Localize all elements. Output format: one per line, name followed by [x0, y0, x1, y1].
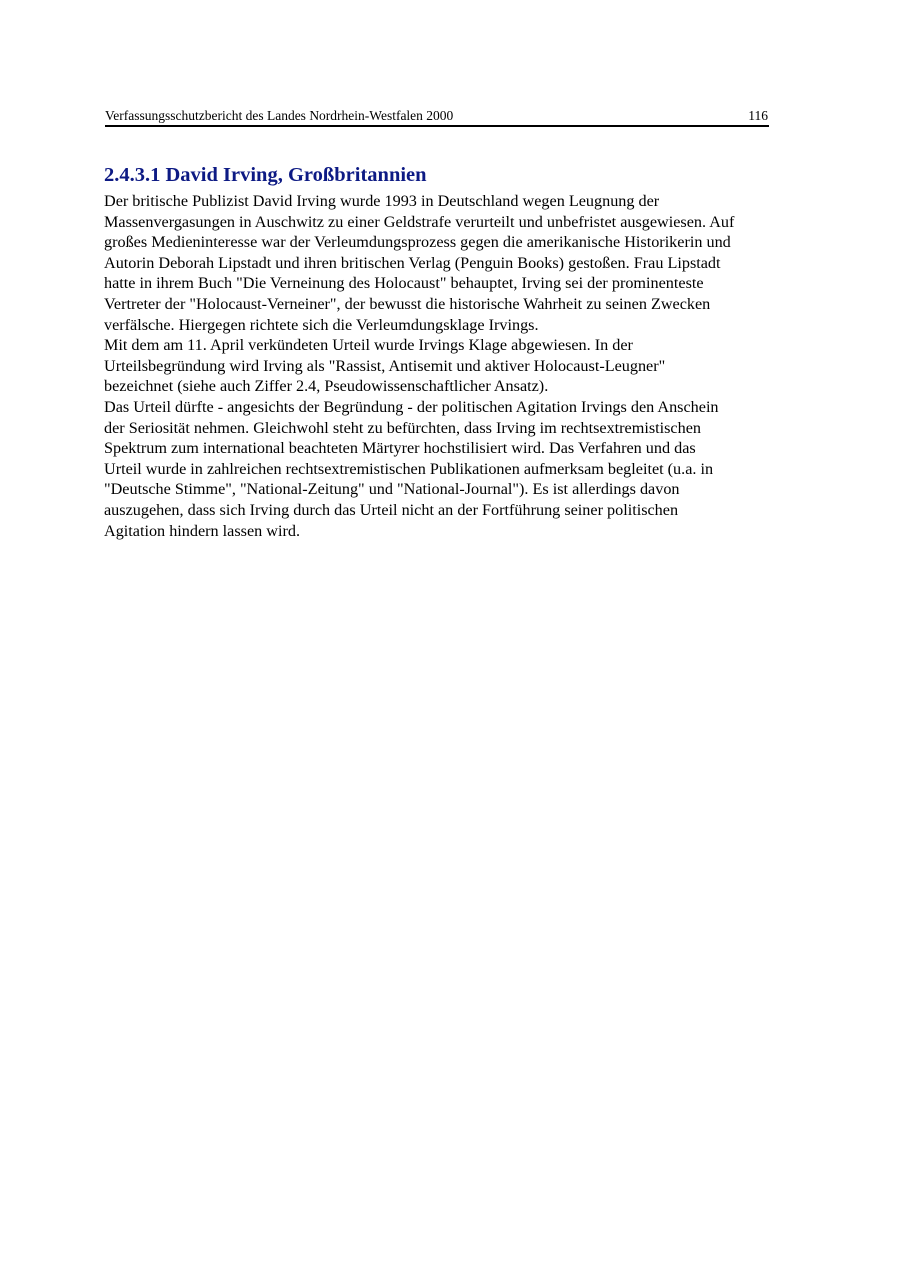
body-line: Massenvergasungen in Auschwitz zu einer Geldstrafe verurteilt und unbefristet ausgewiesen. Auf [104, 212, 735, 231]
page-header [105, 107, 769, 127]
body-line: Urteilsbegründung wird Irving als "Rassist, Antisemit und aktiver Holocaust-Leugner" [104, 356, 666, 375]
header-title: Verfassungsschutzbericht des Landes Nordrhein-Westfalen 2000 [105, 108, 454, 123]
body-line: großes Medieninteresse war der Verleumdungsprozess gegen die amerikanische Historikerin und [104, 233, 731, 252]
body-line: Vertreter der "Holocaust-Verneiner", der bewusst die historische Wahrheit zu seinen Zwecken [104, 294, 711, 313]
body-line: hatte in ihrem Buch "Die Verneinung des Holocaust" behauptet, Irving sei der prominenteste [104, 274, 704, 293]
body-line: "Deutsche Stimme", "National-Zeitung" und "National-Journal"). Es ist allerdings davon [104, 480, 680, 499]
body-line: Mit dem am 11. April verkündeten Urteil wurde Irvings Klage abgewiesen. In der [104, 336, 633, 355]
page-number: 116 [748, 108, 768, 123]
section-heading: 2.4.3.1 David Irving, Großbritannien [104, 164, 427, 186]
body-line: Das Urteil dürfte - angesichts der Begründung - der politischen Agitation Irvings den Anschein [104, 397, 719, 416]
body-line: Urteil wurde in zahlreichen rechtsextremistischen Publikationen aufmerksam begleitet (u.a. in [104, 459, 714, 478]
body-line: bezeichnet (siehe auch Ziffer 2.4, Pseudowissenschaftlicher Ansatz). [104, 377, 549, 396]
body-line: Agitation hindern lassen wird. [104, 521, 301, 540]
body-line: Autorin Deborah Lipstadt und ihren britischen Verlag (Penguin Books) gestoßen. Frau Lipstadt [104, 253, 721, 272]
body-line: der Seriosität nehmen. Gleichwohl steht zu befürchten, dass Irving im rechtsextremistischen [104, 418, 701, 437]
body-line: Der britische Publizist David Irving wurde 1993 in Deutschland wegen Leugnung der [104, 192, 660, 210]
section-body [104, 191, 804, 541]
body-line: auszugehen, dass sich Irving durch das Urteil nicht an der Fortführung seiner politischen [104, 500, 679, 519]
body-line: verfälsche. Hiergegen richtete sich die Verleumdungsklage Irvings. [104, 315, 539, 334]
body-line: Spektrum zum international beachteten Märtyrer hochstilisiert wird. Das Verfahren und das [104, 439, 696, 458]
